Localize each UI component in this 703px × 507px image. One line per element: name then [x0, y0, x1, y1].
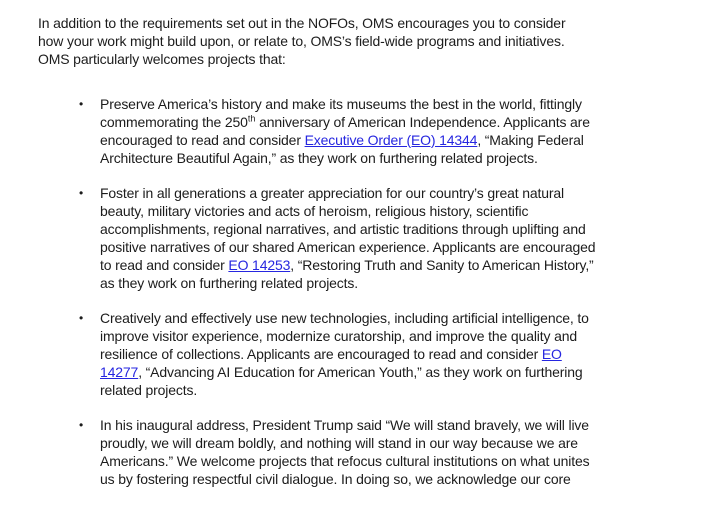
text-line: [100, 202, 673, 220]
text-run: Americans.” We welcome projects that refocus cultural institutions on what unites: [100, 453, 590, 469]
text-line: [100, 113, 673, 131]
eo-14277-link[interactable]: EO: [541, 346, 562, 362]
eo-14253-link[interactable]: EO 14253: [228, 257, 291, 273]
bullet-list: [38, 95, 673, 488]
executive-order-14344-link[interactable]: Executive Order (EO) 14344: [304, 132, 478, 148]
intro-line-3: OMS particularly welcomes projects that:: [38, 51, 286, 67]
text-run: Foster in all generations a greater appreciation for our country’s great natural: [100, 185, 565, 201]
text-run: accomplishments, regional narratives, and artistic traditions through uplifting and: [100, 221, 586, 237]
text-line: [100, 416, 673, 434]
text-line: [100, 309, 673, 327]
text-line: [100, 95, 673, 113]
text-run: In his inaugural address, President Trump said “We will stand bravely, we will live: [100, 417, 589, 433]
text-run: to read and consider: [100, 257, 229, 273]
bullet-marker-icon: •: [79, 97, 84, 111]
ordinal-superscript: th: [247, 113, 256, 124]
bullet-marker-icon: •: [79, 311, 84, 325]
text-line: [100, 274, 673, 292]
text-run: commemorating the 250: [100, 114, 248, 130]
text-line: [100, 381, 673, 399]
bullet-item: [38, 309, 673, 399]
text-run: encouraged to read and consider: [100, 132, 305, 148]
text-run: us by fostering respectful civil dialogue. In doing so, we acknowledge our core: [100, 471, 571, 487]
text-run: anniversary of American Independence. Applicants are: [255, 114, 590, 130]
text-run: beauty, military victories and acts of heroism, religious history, scientific: [100, 203, 529, 219]
text-line: [100, 184, 673, 202]
text-line: [100, 149, 673, 167]
text-run: Creatively and effectively use new technologies, including artificial intelligence, to: [100, 310, 589, 326]
bullet-text: [100, 416, 673, 488]
bullet-text: [100, 309, 673, 399]
text-line: [100, 363, 673, 381]
bullet-text: [100, 184, 673, 292]
text-run: Architecture Beautiful Again,” as they work on furthering related projects.: [100, 150, 538, 166]
intro-line-2: how your work might build upon, or relate to, OMS’s field-wide programs and initiatives.: [38, 33, 565, 49]
text-run: positive narratives of our shared American experience. Applicants are encouraged: [100, 239, 596, 255]
text-run: , “Advancing AI Education for American Youth,” as they work on furthering: [138, 364, 583, 380]
bullet-item: [38, 184, 673, 292]
text-line: [100, 238, 673, 256]
text-run: , “Restoring Truth and Sanity to American History,”: [290, 257, 594, 273]
text-line: [100, 256, 673, 274]
bullet-marker-icon: •: [79, 418, 84, 432]
text-line: [100, 434, 673, 452]
text-line: [100, 452, 673, 470]
text-run: resilience of collections. Applicants are encouraged to read and consider: [100, 346, 542, 362]
text-run: proudly, we will dream boldly, and nothing will stand in our way because we are: [100, 435, 578, 451]
text-line: [100, 470, 673, 488]
text-line: [100, 345, 673, 363]
text-run: Preserve America’s history and make its museums the best in the world, fittingly: [100, 96, 582, 112]
bullet-text: [100, 95, 673, 167]
text-run: improve visitor experience, modernize curatorship, and improve the quality and: [100, 328, 577, 344]
intro-line-1: In addition to the requirements set out in the NOFOs, OMS encourages you to consider: [38, 15, 566, 31]
text-run: as they work on furthering related projects.: [100, 275, 358, 291]
bullet-marker-icon: •: [79, 186, 84, 200]
text-line: [100, 327, 673, 345]
text-run: , “Making Federal: [477, 132, 584, 148]
intro-paragraph: [38, 14, 673, 68]
text-line: [100, 220, 673, 238]
bullet-item: [38, 95, 673, 167]
text-line: [100, 131, 673, 149]
text-run: related projects.: [100, 382, 198, 398]
eo-14277-link[interactable]: 14277: [100, 364, 139, 380]
bullet-item: [38, 416, 673, 488]
